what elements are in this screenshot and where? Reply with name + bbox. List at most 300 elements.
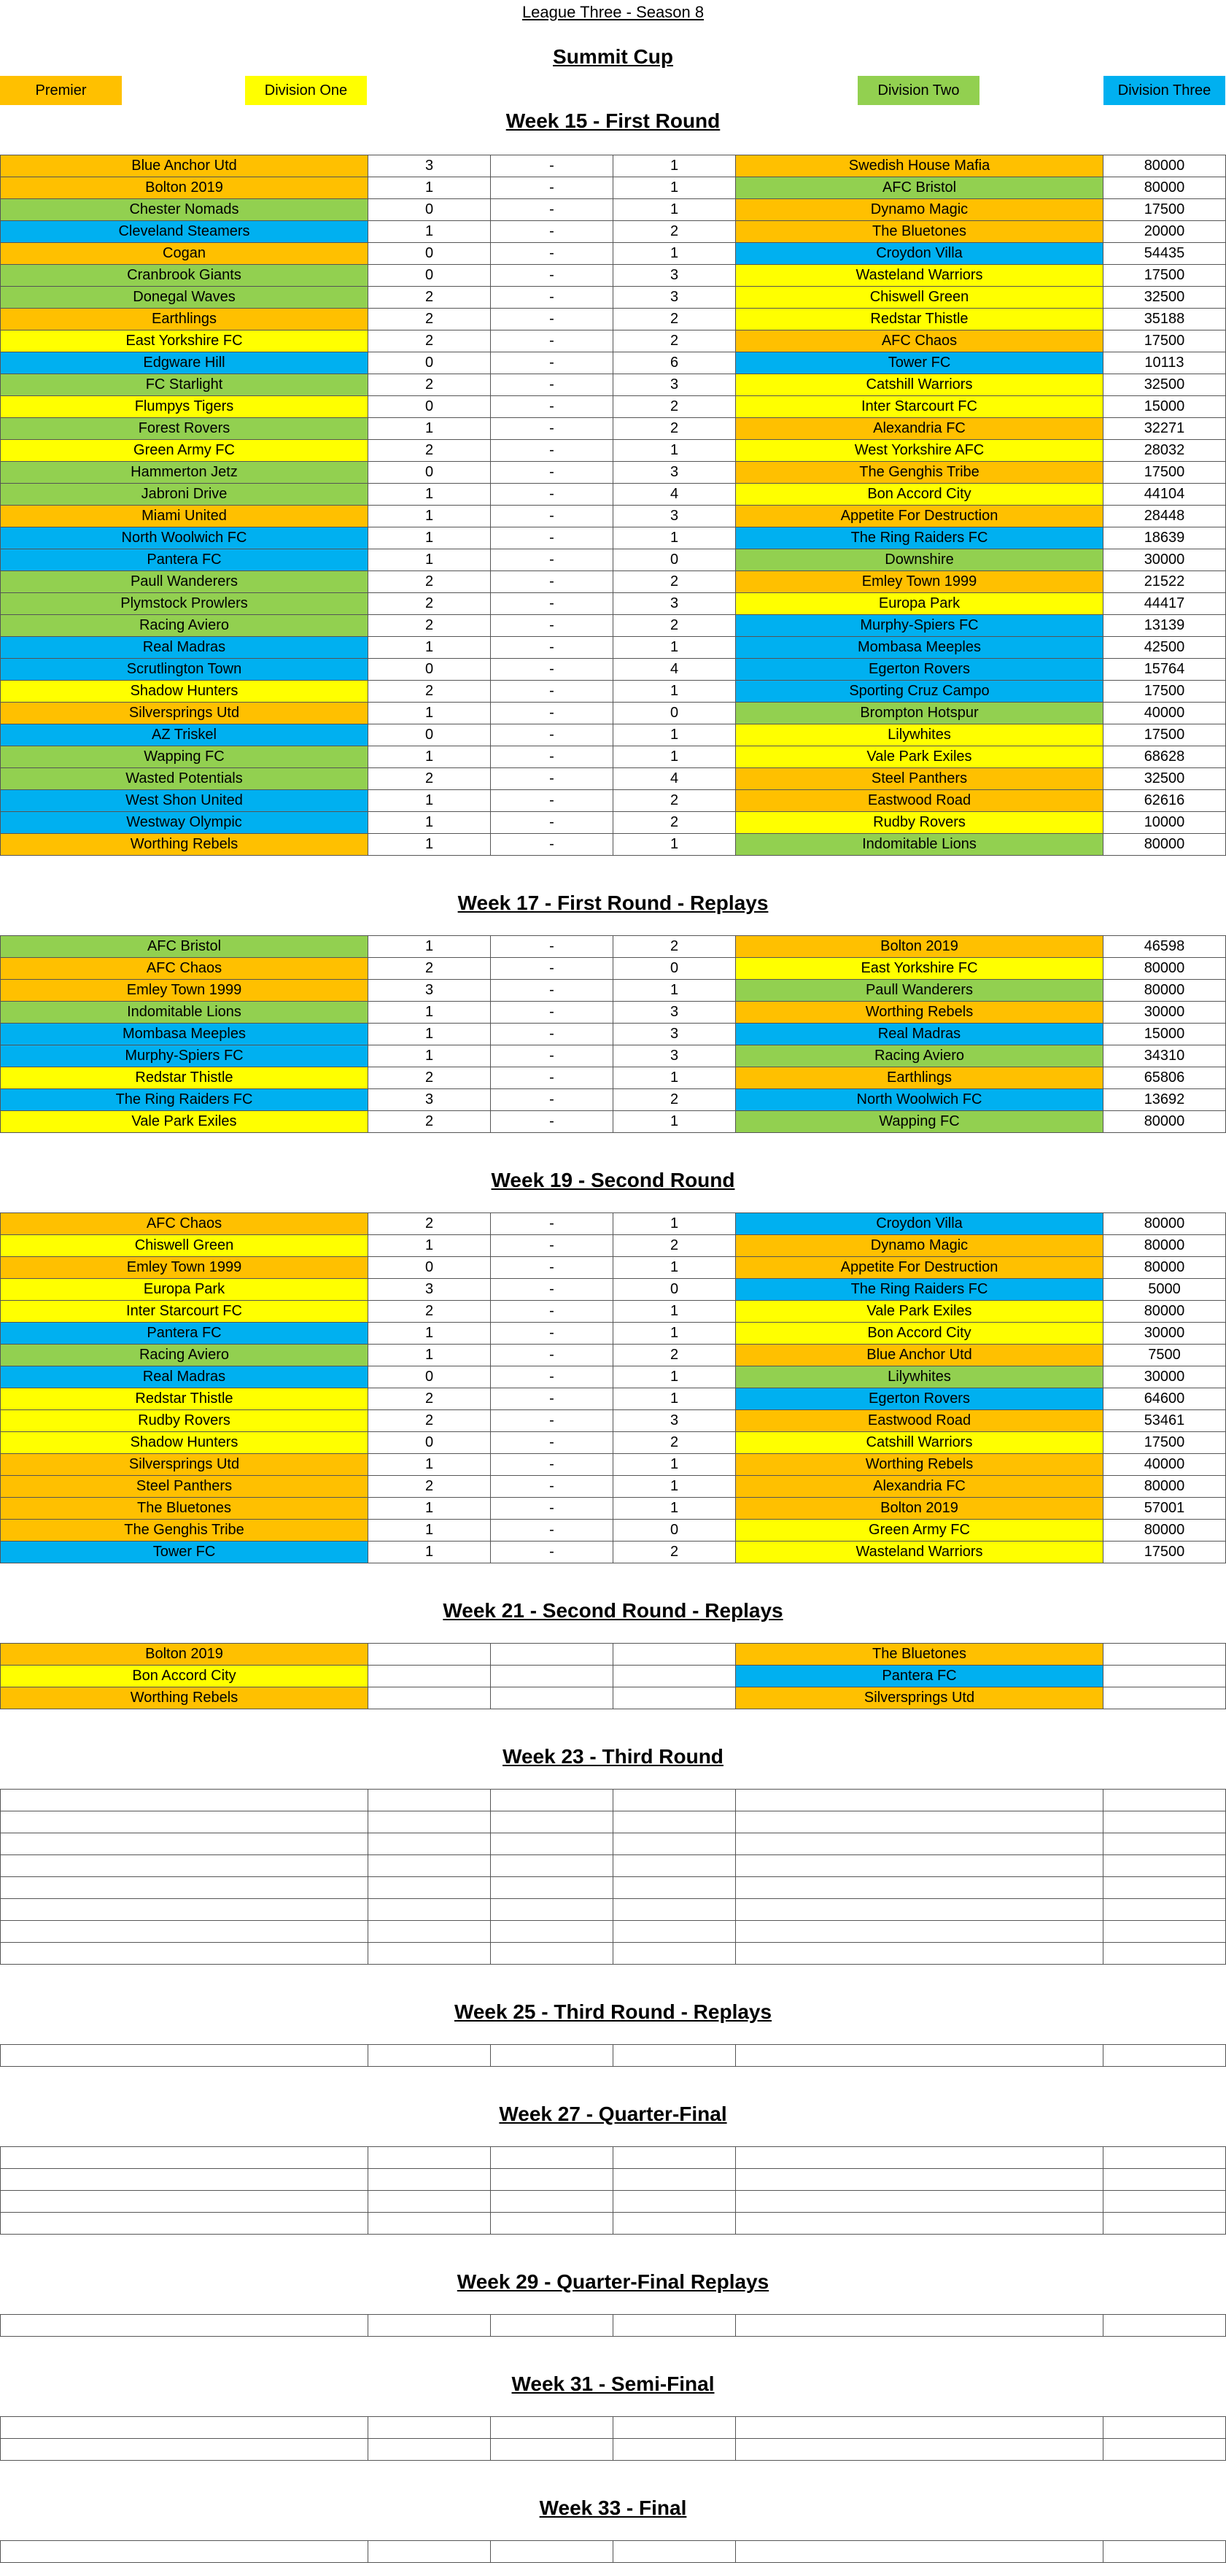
attendance: 64600 — [1103, 1388, 1226, 1410]
away-score: 1 — [613, 155, 736, 177]
home-team — [1, 1899, 368, 1921]
home-score: 2 — [368, 1213, 491, 1235]
away-team: Egerton Rovers — [736, 1388, 1103, 1410]
away-team: Mombasa Meeples — [736, 637, 1103, 659]
away-score: 6 — [613, 352, 736, 374]
home-team: AFC Chaos — [1, 958, 368, 980]
away-score: 4 — [613, 659, 736, 681]
away-score — [613, 1666, 736, 1687]
away-score: 2 — [613, 330, 736, 352]
score-separator: - — [491, 1323, 613, 1345]
home-score: 1 — [368, 790, 491, 812]
fixture-row — [1, 746, 1226, 768]
score-separator: - — [491, 549, 613, 571]
home-score: 1 — [368, 637, 491, 659]
home-team: West Shon United — [1, 790, 368, 812]
attendance — [1103, 1943, 1226, 1965]
home-score: 1 — [368, 527, 491, 549]
home-team: Indomitable Lions — [1, 1002, 368, 1024]
home-team: Shadow Hunters — [1, 681, 368, 703]
home-score: 0 — [368, 462, 491, 484]
home-score: 0 — [368, 396, 491, 418]
away-score: 1 — [613, 243, 736, 265]
away-team: Appetite For Destruction — [736, 506, 1103, 527]
home-score — [368, 2191, 491, 2213]
home-team: Bolton 2019 — [1, 177, 368, 199]
away-team — [736, 2169, 1103, 2191]
attendance: 32500 — [1103, 287, 1226, 309]
fixture-row — [1, 768, 1226, 790]
attendance — [1103, 2541, 1226, 2563]
home-score: 1 — [368, 1002, 491, 1024]
fixture-row — [1, 1644, 1226, 1666]
attendance: 10000 — [1103, 812, 1226, 834]
home-team: Worthing Rebels — [1, 834, 368, 856]
away-team: Bolton 2019 — [736, 1498, 1103, 1520]
away-team: AFC Chaos — [736, 330, 1103, 352]
away-score: 3 — [613, 462, 736, 484]
fixture-row — [1, 177, 1226, 199]
attendance — [1103, 2045, 1226, 2067]
away-team: The Bluetones — [736, 221, 1103, 243]
away-team: West Yorkshire AFC — [736, 440, 1103, 462]
score-separator: - — [491, 1388, 613, 1410]
home-team — [1, 2417, 368, 2439]
score-separator: - — [491, 352, 613, 374]
home-score: 1 — [368, 812, 491, 834]
home-team: Chester Nomads — [1, 199, 368, 221]
home-team: Miami United — [1, 506, 368, 527]
home-score: 1 — [368, 418, 491, 440]
legend-division-one: Division One — [245, 76, 367, 105]
home-team: Chiswell Green — [1, 1235, 368, 1257]
fixture-row — [1, 352, 1226, 374]
attendance: 80000 — [1103, 834, 1226, 856]
attendance — [1103, 1644, 1226, 1666]
attendance: 17500 — [1103, 199, 1226, 221]
fixture-row — [1, 1213, 1226, 1235]
home-score — [368, 2213, 491, 2235]
fixture-row — [1, 243, 1226, 265]
attendance: 32271 — [1103, 418, 1226, 440]
away-score — [613, 2191, 736, 2213]
away-team: Dynamo Magic — [736, 1235, 1103, 1257]
empty-fixture-row — [1, 2169, 1226, 2191]
attendance — [1103, 1811, 1226, 1833]
fixture-row — [1, 1454, 1226, 1476]
empty-fixture-row — [1, 2315, 1226, 2337]
home-score: 0 — [368, 199, 491, 221]
legend-division-three: Division Three — [1103, 76, 1225, 105]
attendance — [1103, 2439, 1226, 2461]
score-separator — [491, 2045, 613, 2067]
home-team: Silversprings Utd — [1, 1454, 368, 1476]
score-separator: - — [491, 1542, 613, 1563]
score-separator: - — [491, 768, 613, 790]
home-team: Cogan — [1, 243, 368, 265]
home-score — [368, 2417, 491, 2439]
home-team: Pantera FC — [1, 1323, 368, 1345]
fixture-row — [1, 637, 1226, 659]
attendance: 80000 — [1103, 155, 1226, 177]
away-team: Dynamo Magic — [736, 199, 1103, 221]
attendance: 17500 — [1103, 1432, 1226, 1454]
home-team: Vale Park Exiles — [1, 1111, 368, 1133]
fixture-row — [1, 1432, 1226, 1454]
score-separator: - — [491, 1257, 613, 1279]
attendance: 35188 — [1103, 309, 1226, 330]
home-score: 1 — [368, 221, 491, 243]
score-separator — [491, 1790, 613, 1811]
score-separator: - — [491, 155, 613, 177]
away-score — [613, 1943, 736, 1965]
fixture-row — [1, 1111, 1226, 1133]
fixture-row — [1, 1089, 1226, 1111]
away-score: 3 — [613, 1002, 736, 1024]
home-score: 0 — [368, 724, 491, 746]
home-score: 1 — [368, 1045, 491, 1067]
score-separator — [491, 1855, 613, 1877]
attendance — [1103, 2417, 1226, 2439]
away-team: Real Madras — [736, 1024, 1103, 1045]
home-score: 0 — [368, 1257, 491, 1279]
round-title: Week 23 - Third Round — [503, 1745, 723, 1768]
home-team: Steel Panthers — [1, 1476, 368, 1498]
round-title: Week 25 - Third Round - Replays — [454, 2000, 772, 2023]
home-score: 1 — [368, 1235, 491, 1257]
score-separator: - — [491, 1213, 613, 1235]
fixture-row — [1, 287, 1226, 309]
away-team — [736, 2541, 1103, 2563]
away-team: North Woolwich FC — [736, 1089, 1103, 1111]
attendance: 5000 — [1103, 1279, 1226, 1301]
away-team: Steel Panthers — [736, 768, 1103, 790]
home-score — [368, 2045, 491, 2067]
attendance: 53461 — [1103, 1410, 1226, 1432]
home-team: Wapping FC — [1, 746, 368, 768]
attendance — [1103, 2213, 1226, 2235]
away-score: 4 — [613, 768, 736, 790]
home-score — [368, 2147, 491, 2169]
score-separator: - — [491, 834, 613, 856]
score-separator — [491, 2191, 613, 2213]
home-score: 2 — [368, 1388, 491, 1410]
fixture-row — [1, 659, 1226, 681]
away-team: Vale Park Exiles — [736, 746, 1103, 768]
attendance: 30000 — [1103, 1002, 1226, 1024]
score-separator: - — [491, 396, 613, 418]
fixtures-table — [0, 2540, 1226, 2563]
attendance: 68628 — [1103, 746, 1226, 768]
round-title: Week 15 - First Round — [505, 109, 721, 132]
away-score: 3 — [613, 374, 736, 396]
away-score: 2 — [613, 309, 736, 330]
fixture-row — [1, 1002, 1226, 1024]
home-team: Paull Wanderers — [1, 571, 368, 593]
attendance: 30000 — [1103, 1323, 1226, 1345]
attendance: 20000 — [1103, 221, 1226, 243]
away-team: Redstar Thistle — [736, 309, 1103, 330]
home-team: Wasted Potentials — [1, 768, 368, 790]
away-score: 2 — [613, 790, 736, 812]
home-score: 1 — [368, 549, 491, 571]
score-separator: - — [491, 703, 613, 724]
away-team: Bon Accord City — [736, 1323, 1103, 1345]
attendance — [1103, 1899, 1226, 1921]
home-team — [1, 1790, 368, 1811]
home-team: Emley Town 1999 — [1, 1257, 368, 1279]
score-separator — [491, 1811, 613, 1833]
home-score — [368, 2541, 491, 2563]
score-separator: - — [491, 1366, 613, 1388]
home-team: North Woolwich FC — [1, 527, 368, 549]
round-title: Week 33 - Final — [539, 2496, 687, 2519]
away-score: 2 — [613, 221, 736, 243]
home-team: Europa Park — [1, 1279, 368, 1301]
away-team: Murphy-Spiers FC — [736, 615, 1103, 637]
attendance: 80000 — [1103, 1235, 1226, 1257]
away-score: 2 — [613, 615, 736, 637]
away-score — [613, 2417, 736, 2439]
fixtures-table — [0, 1789, 1226, 1965]
empty-fixture-row — [1, 1811, 1226, 1833]
score-separator: - — [491, 615, 613, 637]
away-score: 2 — [613, 1542, 736, 1563]
home-team — [1, 2541, 368, 2563]
empty-fixture-row — [1, 1877, 1226, 1899]
attendance — [1103, 1687, 1226, 1709]
away-team: East Yorkshire FC — [736, 958, 1103, 980]
home-score: 2 — [368, 768, 491, 790]
away-score: 1 — [613, 1257, 736, 1279]
away-score: 1 — [613, 1498, 736, 1520]
away-score: 4 — [613, 484, 736, 506]
round-title: Week 21 - Second Round - Replays — [443, 1599, 783, 1622]
score-separator — [491, 1833, 613, 1855]
away-score — [613, 1855, 736, 1877]
attendance: 40000 — [1103, 703, 1226, 724]
score-separator: - — [491, 1089, 613, 1111]
fixture-row — [1, 265, 1226, 287]
score-separator: - — [491, 1067, 613, 1089]
attendance: 80000 — [1103, 1213, 1226, 1235]
home-score: 1 — [368, 1498, 491, 1520]
home-score: 0 — [368, 243, 491, 265]
home-team — [1, 1943, 368, 1965]
away-score: 2 — [613, 1235, 736, 1257]
attendance — [1103, 1877, 1226, 1899]
attendance: 17500 — [1103, 724, 1226, 746]
away-score: 0 — [613, 703, 736, 724]
away-team: Bon Accord City — [736, 484, 1103, 506]
away-score: 3 — [613, 265, 736, 287]
home-team: Mombasa Meeples — [1, 1024, 368, 1045]
score-separator: - — [491, 936, 613, 958]
away-team: Pantera FC — [736, 1666, 1103, 1687]
away-team: Worthing Rebels — [736, 1002, 1103, 1024]
attendance — [1103, 2191, 1226, 2213]
score-separator — [491, 1921, 613, 1943]
attendance: 30000 — [1103, 549, 1226, 571]
score-separator — [491, 2213, 613, 2235]
score-separator: - — [491, 1410, 613, 1432]
attendance: 44417 — [1103, 593, 1226, 615]
away-team: Paull Wanderers — [736, 980, 1103, 1002]
away-team: Eastwood Road — [736, 790, 1103, 812]
home-team: Bolton 2019 — [1, 1644, 368, 1666]
away-score: 1 — [613, 1111, 736, 1133]
attendance: 28032 — [1103, 440, 1226, 462]
attendance — [1103, 2315, 1226, 2337]
home-score — [368, 1666, 491, 1687]
home-team — [1, 2169, 368, 2191]
home-score — [368, 1687, 491, 1709]
score-separator: - — [491, 1045, 613, 1067]
home-score — [368, 1644, 491, 1666]
away-score — [613, 1644, 736, 1666]
attendance: 28448 — [1103, 506, 1226, 527]
away-team — [736, 2315, 1103, 2337]
away-score — [613, 2439, 736, 2461]
fixtures-table — [0, 1643, 1226, 1709]
away-team: Green Army FC — [736, 1520, 1103, 1542]
home-score: 1 — [368, 1520, 491, 1542]
away-score: 1 — [613, 1213, 736, 1235]
fixtures-table — [0, 935, 1226, 1133]
away-score: 1 — [613, 1301, 736, 1323]
fixture-row — [1, 1388, 1226, 1410]
home-team: The Ring Raiders FC — [1, 1089, 368, 1111]
empty-fixture-row — [1, 2147, 1226, 2169]
away-team: Vale Park Exiles — [736, 1301, 1103, 1323]
away-score — [613, 2315, 736, 2337]
score-separator: - — [491, 1002, 613, 1024]
fixture-row — [1, 1366, 1226, 1388]
fixture-row — [1, 462, 1226, 484]
home-team: Real Madras — [1, 637, 368, 659]
fixture-row — [1, 1666, 1226, 1687]
home-score — [368, 1833, 491, 1855]
season-title: League Three - Season 8 — [521, 3, 705, 21]
away-team — [736, 2213, 1103, 2235]
away-score: 1 — [613, 724, 736, 746]
home-team: Forest Rovers — [1, 418, 368, 440]
away-team: The Genghis Tribe — [736, 462, 1103, 484]
attendance — [1103, 1666, 1226, 1687]
home-score: 2 — [368, 958, 491, 980]
away-team: Emley Town 1999 — [736, 571, 1103, 593]
away-score — [613, 1921, 736, 1943]
home-team — [1, 1811, 368, 1833]
attendance: 40000 — [1103, 1454, 1226, 1476]
away-score — [613, 2169, 736, 2191]
attendance: 17500 — [1103, 462, 1226, 484]
away-team: Earthlings — [736, 1067, 1103, 1089]
score-separator: - — [491, 484, 613, 506]
home-score: 1 — [368, 1323, 491, 1345]
score-separator: - — [491, 527, 613, 549]
away-score: 2 — [613, 1089, 736, 1111]
attendance: 13692 — [1103, 1089, 1226, 1111]
empty-fixture-row — [1, 1899, 1226, 1921]
home-team: Silversprings Utd — [1, 703, 368, 724]
fixtures-table — [0, 155, 1226, 856]
score-separator: - — [491, 681, 613, 703]
home-team: Westway Olympic — [1, 812, 368, 834]
fixture-row — [1, 199, 1226, 221]
attendance: 17500 — [1103, 681, 1226, 703]
away-score — [613, 2541, 736, 2563]
fixture-row — [1, 484, 1226, 506]
score-separator — [491, 2417, 613, 2439]
home-score — [368, 2439, 491, 2461]
fixtures-table — [0, 2416, 1226, 2461]
fixture-row — [1, 1476, 1226, 1498]
attendance: 80000 — [1103, 1476, 1226, 1498]
score-separator: - — [491, 177, 613, 199]
away-score: 1 — [613, 1476, 736, 1498]
home-score: 2 — [368, 287, 491, 309]
fixture-row — [1, 549, 1226, 571]
away-team: Croydon Villa — [736, 243, 1103, 265]
away-score: 2 — [613, 571, 736, 593]
attendance — [1103, 1833, 1226, 1855]
attendance: 34310 — [1103, 1045, 1226, 1067]
score-separator: - — [491, 1301, 613, 1323]
home-score: 0 — [368, 1432, 491, 1454]
attendance: 62616 — [1103, 790, 1226, 812]
away-team: Chiswell Green — [736, 287, 1103, 309]
score-separator: - — [491, 1024, 613, 1045]
away-score — [613, 2213, 736, 2235]
home-team — [1, 1855, 368, 1877]
home-score: 1 — [368, 1454, 491, 1476]
attendance: 80000 — [1103, 1257, 1226, 1279]
home-score: 2 — [368, 571, 491, 593]
fixture-row — [1, 1235, 1226, 1257]
attendance: 10113 — [1103, 352, 1226, 374]
fixture-row — [1, 1279, 1226, 1301]
score-separator: - — [491, 746, 613, 768]
home-team — [1, 2191, 368, 2213]
away-score: 1 — [613, 1388, 736, 1410]
away-team: Wasteland Warriors — [736, 1542, 1103, 1563]
away-team — [736, 1921, 1103, 1943]
away-score: 0 — [613, 549, 736, 571]
away-team — [736, 2045, 1103, 2067]
away-team — [736, 1833, 1103, 1855]
home-score — [368, 1943, 491, 1965]
score-separator — [491, 2169, 613, 2191]
home-team: Scrutlington Town — [1, 659, 368, 681]
home-team: Hammerton Jetz — [1, 462, 368, 484]
empty-fixture-row — [1, 1790, 1226, 1811]
away-team: Brompton Hotspur — [736, 703, 1103, 724]
away-score — [613, 2045, 736, 2067]
home-team: Rudby Rovers — [1, 1410, 368, 1432]
fixtures-table — [0, 2146, 1226, 2235]
attendance: 80000 — [1103, 1301, 1226, 1323]
away-score: 2 — [613, 1345, 736, 1366]
away-score: 1 — [613, 440, 736, 462]
home-score: 2 — [368, 309, 491, 330]
away-score — [613, 1790, 736, 1811]
fixture-row — [1, 936, 1226, 958]
fixture-row — [1, 593, 1226, 615]
home-team: Shadow Hunters — [1, 1432, 368, 1454]
score-separator: - — [491, 790, 613, 812]
empty-fixture-row — [1, 2541, 1226, 2563]
